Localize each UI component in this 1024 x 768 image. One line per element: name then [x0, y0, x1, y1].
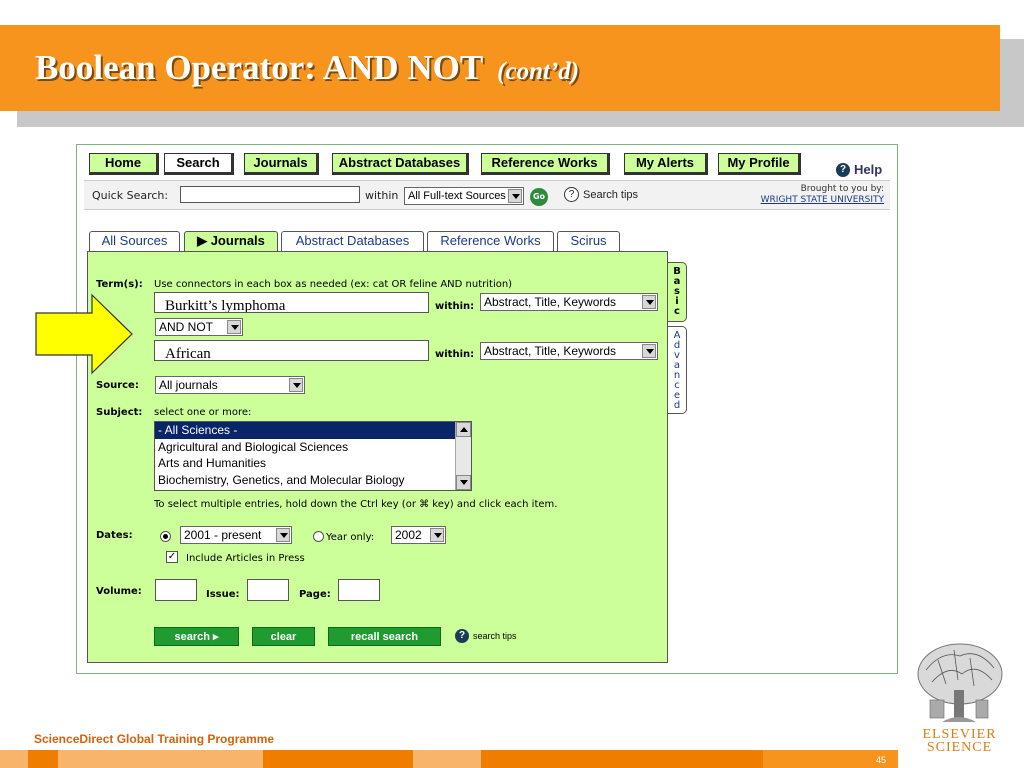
tab-journals[interactable] [184, 231, 278, 253]
quick-search-within-label: within [365, 189, 399, 202]
slide-title: Boolean Operator: AND NOT (cont’d) [35, 48, 580, 87]
year-only-radio[interactable] [313, 531, 324, 542]
brought-to-you-by [761, 184, 884, 206]
subject-scrollbar[interactable] [455, 422, 471, 490]
quick-search-tips-link[interactable] [564, 187, 638, 202]
scroll-up-icon[interactable] [456, 422, 471, 437]
within-select-1-value: Abstract, Title, Keywords [484, 295, 617, 309]
source-label: Source: [96, 380, 139, 391]
footer-bar-segment [263, 750, 413, 768]
within-select-2[interactable] [480, 342, 658, 360]
nav-my-alerts[interactable]: My Alerts [624, 153, 708, 175]
nav-reference-works[interactable]: Reference Works [481, 153, 610, 175]
chevron-down-icon [642, 344, 656, 358]
help-link[interactable] [836, 162, 882, 177]
side-tab-letter: c [674, 380, 680, 391]
slide-title-suffix: (cont’d) [497, 58, 580, 85]
nav-home[interactable]: Home [89, 153, 159, 175]
tab-reference-works[interactable]: Reference Works [427, 231, 554, 251]
terms-label: Term(s): [96, 279, 143, 290]
tab-all-sources[interactable]: All Sources [89, 231, 180, 251]
page-number: 45 [876, 755, 887, 765]
year-only-select[interactable] [391, 526, 446, 544]
terms-hint: Use connectors in each box as needed (ex: cat OR feline AND nutrition) [154, 279, 513, 290]
subject-option[interactable]: Arts and Humanities [158, 456, 267, 470]
footer-bar-segment [58, 750, 263, 768]
dates-label: Dates: [96, 530, 133, 541]
source-select[interactable] [155, 376, 305, 394]
tab-abstract-databases[interactable]: Abstract Databases [281, 231, 424, 251]
quick-search-label: Quick Search: [92, 189, 169, 202]
help-icon: ? [836, 163, 850, 177]
side-tab-advanced[interactable] [668, 326, 687, 414]
side-tab-letter: n [673, 370, 681, 381]
side-tab-basic[interactable] [668, 262, 687, 322]
footer-bar-segment [413, 750, 481, 768]
yellow-arrow-icon [34, 293, 134, 375]
quick-search-bar [84, 180, 890, 210]
side-tab-letter: B [673, 266, 681, 277]
footer-bar-segment [481, 750, 763, 768]
term-input-1[interactable]: Burkitt’s lymphoma [154, 292, 429, 313]
quick-search-source-value: All Full-text Sources [408, 190, 506, 202]
tab-journals-label: Journals [210, 233, 265, 248]
subject-option[interactable]: - All Sciences - [155, 422, 471, 439]
side-tab-letter: A [673, 330, 681, 341]
issue-label: Issue: [206, 589, 240, 600]
operator-value: AND NOT [159, 320, 213, 334]
volume-label: Volume: [96, 586, 142, 597]
side-tab-letter: v [674, 350, 680, 361]
term-input-2[interactable]: African [154, 340, 429, 361]
within-select-1[interactable] [480, 293, 658, 311]
search-button[interactable] [154, 627, 239, 646]
brought-by-label: Brought to you by: [800, 184, 884, 194]
side-tab-letter: a [673, 360, 681, 371]
logo-line-1: ELSEVIER [922, 727, 997, 742]
footer-text: ScienceDirect Global Training Programme [34, 732, 275, 746]
side-tab-letter: d [673, 340, 681, 351]
tab-scirus[interactable]: Scirus [557, 231, 620, 251]
nav-journals[interactable]: Journals [244, 153, 319, 175]
triangle-right-icon: ▶ [197, 233, 211, 248]
side-tab-letter: s [674, 286, 680, 297]
chevron-down-icon [508, 189, 522, 203]
side-tab-letter: i [675, 296, 679, 307]
quick-search-source-select[interactable] [404, 187, 524, 205]
subject-hint: select one or more: [154, 407, 252, 418]
chevron-down-icon [276, 528, 290, 542]
subject-label: Subject: [96, 407, 143, 418]
go-button[interactable]: Go [530, 188, 548, 206]
include-press-label: Include Articles in Press [186, 553, 305, 564]
subject-listbox[interactable] [154, 421, 472, 491]
year-only-value: 2002 [395, 528, 422, 542]
date-range-value: 2001 - present [184, 528, 262, 542]
triangle-right-icon: ▸ [209, 631, 219, 643]
quick-search-input[interactable] [180, 186, 360, 203]
within-label-1: within: [435, 301, 475, 312]
subject-option[interactable]: Agricultural and Biological Sciences [158, 439, 349, 454]
search-button-label: search [174, 631, 210, 643]
question-icon: ? [564, 187, 579, 202]
operator-select[interactable] [155, 318, 243, 336]
nav-abstract-databases[interactable]: Abstract Databases [332, 153, 469, 175]
side-tab-letter: a [673, 276, 681, 287]
page-input[interactable] [338, 579, 380, 601]
search-tips-link[interactable] [455, 629, 517, 643]
help-icon: ? [455, 629, 469, 643]
side-tab-letter: d [673, 400, 681, 411]
elsevier-logo-text [912, 728, 1007, 754]
nav-my-profile[interactable]: My Profile [718, 153, 801, 175]
quick-search-tips-label: Search tips [583, 188, 639, 201]
logo-line-2: SCIENCE [926, 740, 993, 755]
recall-search-button[interactable]: recall search [328, 627, 441, 646]
date-range-select[interactable] [180, 526, 292, 544]
chevron-down-icon [289, 378, 303, 392]
within-select-2-value: Abstract, Title, Keywords [484, 344, 617, 358]
footer-bar-segment [28, 750, 58, 768]
scroll-down-icon[interactable] [456, 475, 471, 490]
subject-option[interactable]: Biochemistry, Genetics, and Molecular Biology [158, 472, 405, 487]
chevron-down-icon [642, 295, 656, 309]
nav-search[interactable]: Search [164, 153, 234, 175]
year-only-label: Year only: [326, 532, 375, 543]
source-value: All journals [159, 378, 218, 392]
page-label: Page: [299, 589, 331, 600]
within-label-2: within: [435, 349, 475, 360]
side-tab-letter: e [673, 390, 681, 401]
chevron-down-icon [430, 528, 444, 542]
side-tab-letter: c [674, 306, 680, 317]
search-tips-label: search tips [473, 631, 517, 641]
volume-input[interactable] [155, 579, 197, 601]
include-press-checkbox[interactable]: ✓ [167, 551, 177, 562]
multi-select-hint: To select multiple entries, hold down the Ctrl key (or ⌘ key) and click each item. [154, 499, 558, 510]
clear-button[interactable]: clear [252, 627, 315, 646]
institution-link[interactable]: WRIGHT STATE UNIVERSITY [760, 195, 884, 205]
footer-bar-segment [0, 750, 28, 768]
elsevier-tree-logo [912, 640, 1004, 726]
help-label: Help [854, 162, 883, 177]
date-range-radio[interactable] [160, 531, 171, 542]
issue-input[interactable] [247, 579, 289, 601]
chevron-down-icon [227, 320, 241, 334]
